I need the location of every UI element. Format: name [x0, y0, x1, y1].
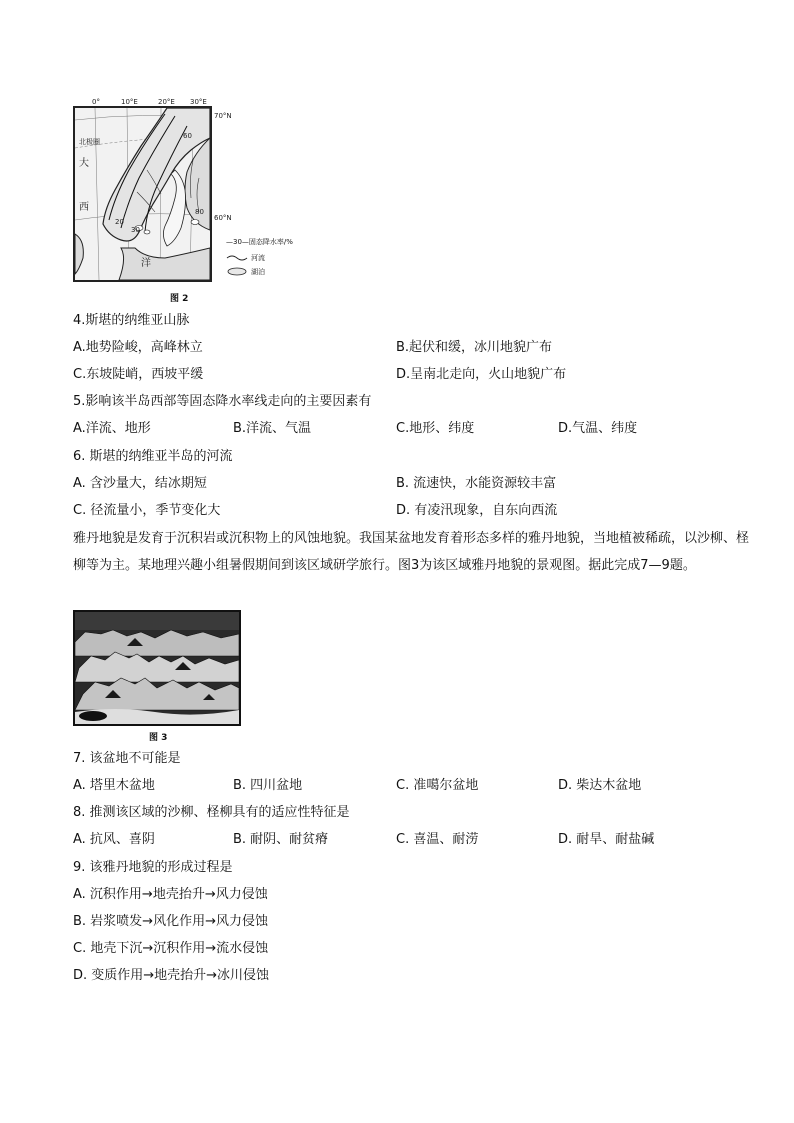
q7-stem: 7. 该盆地不可能是	[73, 751, 181, 766]
lon-label-0: 0°	[92, 98, 100, 106]
q5-option-c[interactable]: C.地形、纬度	[396, 421, 475, 436]
q6-stem: 6. 斯堪的纳维亚半岛的河流	[73, 449, 233, 464]
lon-label-10e: 10°E	[121, 98, 138, 106]
lake-icon	[226, 267, 248, 276]
passage-text: 雅丹地貌是发育于沉积岩或沉积物上的风蚀地貌。我国某盆地发育着形态多样的雅丹地貌，当地植被稀疏，以沙柳、柽柳等为主。某地理兴趣小组暑假期间到该区域研学旅行。图3为该区域雅丹地貌的景观图。据此完成7—9题。	[73, 531, 750, 573]
q8-option-b[interactable]: B. 耐阴、耐贫瘠	[233, 832, 329, 847]
map-text-arctic-circle: 北极圈	[79, 138, 100, 146]
map-text-xi: 西	[79, 202, 89, 213]
legend-lake: 湖泊	[251, 268, 265, 276]
q4-stem: 4.斯堪的纳维亚山脉	[73, 313, 190, 328]
lon-label-30e: 30°E	[190, 98, 207, 106]
q5-option-d[interactable]: D.气温、纬度	[558, 421, 638, 436]
q5-stem: 5.影响该半岛西部等固态降水率线走向的主要因素有	[73, 394, 372, 409]
q9-option-b[interactable]: B. 岩浆喷发→风化作用→风力侵蚀	[73, 914, 268, 929]
q9-stem: 9. 该雅丹地貌的形成过程是	[73, 860, 233, 875]
map-isoline-30: 30	[131, 226, 140, 234]
q4-option-d[interactable]: D.呈南北走向，火山地貌广布	[396, 367, 567, 382]
map-isoline-60: 60	[183, 132, 192, 140]
q5-option-a[interactable]: A.洋流、地形	[73, 421, 151, 436]
figure2-caption: 图 2	[170, 294, 189, 304]
q9-option-a[interactable]: A. 沉积作用→地壳抬升→风力侵蚀	[73, 887, 268, 902]
yardang-landscape-photo	[73, 610, 241, 726]
q7-option-d[interactable]: D. 柴达木盆地	[558, 778, 642, 793]
map-isoline-80: 80	[195, 208, 204, 216]
q5-option-b[interactable]: B.洋流、气温	[233, 421, 312, 436]
q7-option-c[interactable]: C. 准噶尔盆地	[396, 778, 479, 793]
legend-river: 河流	[251, 254, 265, 262]
river-icon	[226, 254, 248, 262]
map-isoline-20: 20	[115, 218, 124, 226]
q6-option-b[interactable]: B. 流速快，水能资源较丰富	[396, 476, 557, 491]
q7-option-b[interactable]: B. 四川盆地	[233, 778, 303, 793]
q6-option-a[interactable]: A. 含沙量大，结冰期短	[73, 476, 207, 491]
q6-option-c[interactable]: C. 径流量小，季节变化大	[73, 503, 221, 518]
map-text-yang: 洋	[141, 258, 151, 269]
q8-stem: 8. 推测该区域的沙柳、柽柳具有的适应性特征是	[73, 805, 350, 820]
q8-option-c[interactable]: C. 喜温、耐涝	[396, 832, 479, 847]
yardang-landscape-drawing	[75, 612, 239, 724]
q8-option-a[interactable]: A. 抗风、喜阴	[73, 832, 155, 847]
lat-label-60n: 60°N	[214, 214, 232, 222]
legend-isoline: —30—固态降水率/%	[226, 238, 293, 246]
q4-option-a[interactable]: A.地势险峻，高峰林立	[73, 340, 203, 355]
q6-option-d[interactable]: D. 有凌汛现象，自东向西流	[396, 503, 558, 518]
map-text-da: 大	[79, 158, 89, 169]
lat-label-70n: 70°N	[214, 112, 232, 120]
figure3-caption: 图 3	[149, 733, 168, 743]
lon-label-20e: 20°E	[158, 98, 175, 106]
scandinavia-map	[73, 106, 212, 282]
q9-option-d[interactable]: D. 变质作用→地壳抬升→冰川侵蚀	[73, 968, 270, 983]
q4-option-c[interactable]: C.东坡陡峭，西坡平缓	[73, 367, 204, 382]
q9-option-c[interactable]: C. 地壳下沉→沉积作用→流水侵蚀	[73, 941, 269, 956]
q8-option-d[interactable]: D. 耐旱、耐盐碱	[558, 832, 655, 847]
q4-option-b[interactable]: B.起伏和缓，冰川地貌广布	[396, 340, 553, 355]
q7-option-a[interactable]: A. 塔里木盆地	[73, 778, 155, 793]
